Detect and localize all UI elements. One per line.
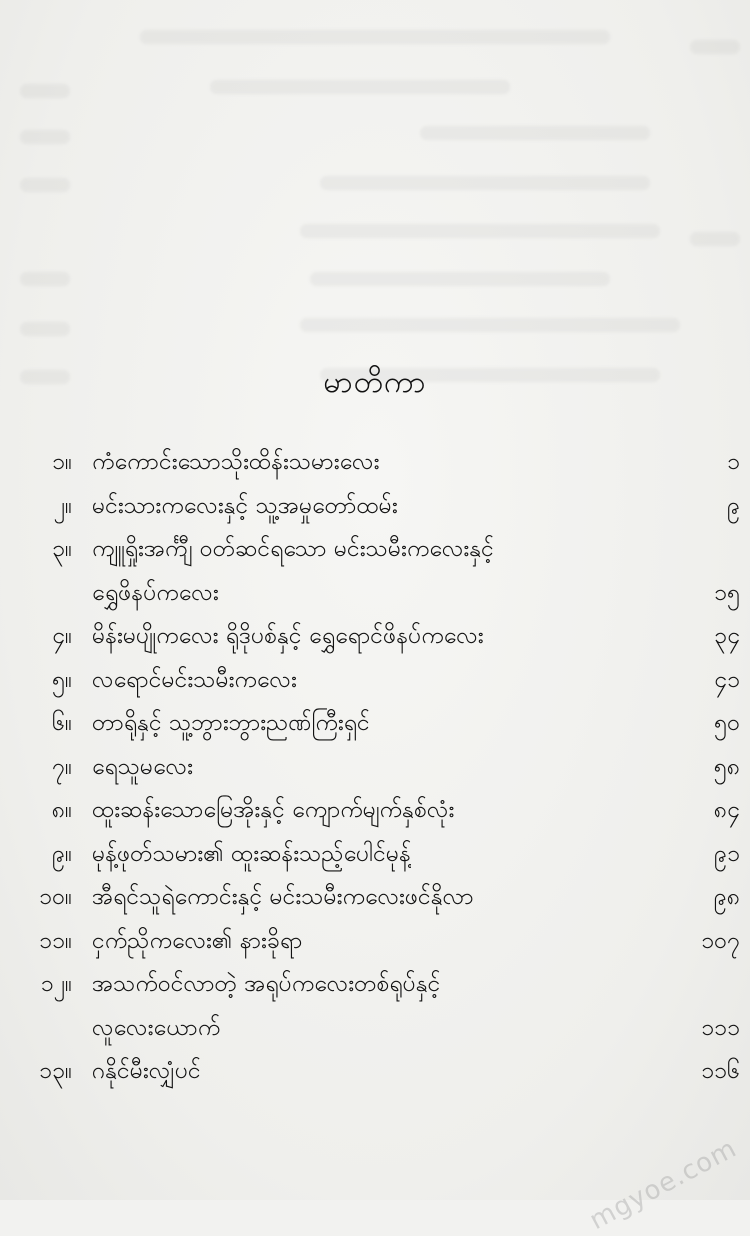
entry-title: မုန့်ဖုတ်သမား၏ ထူးဆန်းသည့်ပေါင်မုန့် xyxy=(92,840,411,867)
toc-entry xyxy=(0,878,750,922)
bleed-through-line xyxy=(300,318,680,332)
entry-title: အီရင်သူရဲကောင်းနှင့် မင်းသမီးကလေးဖင်နိုလာ xyxy=(92,884,474,910)
entry-title: ရွှေဖိနပ်ကလေး xyxy=(92,579,219,606)
entry-page-number: ၉ xyxy=(727,492,740,519)
toc-entry xyxy=(0,965,750,1009)
toc-entry xyxy=(0,661,750,705)
entry-page-number: ၉၈ xyxy=(713,884,740,910)
watermark: mgyoe.com xyxy=(584,1133,742,1236)
bleed-through-line xyxy=(310,272,610,286)
bleed-through-line xyxy=(20,178,70,192)
entry-title: ဂနိုင်မီးလျှံပင် xyxy=(92,1058,201,1084)
toc-entry xyxy=(0,487,750,531)
entry-title: လရောင်မင်းသမီးကလေး xyxy=(92,666,297,693)
bleed-through-line xyxy=(300,224,660,238)
entry-page-number: ၁၁၁ xyxy=(701,1014,740,1041)
bleed-through-line xyxy=(20,322,70,336)
entry-title: လူလေးယောက် xyxy=(92,1014,221,1041)
entry-title: ရေသူမလေး xyxy=(92,753,193,780)
page-title: မာတိကာ xyxy=(323,365,427,400)
toc-entry xyxy=(0,835,750,879)
entry-number: ၇။ xyxy=(52,753,72,780)
entry-title: တာရိုနှင့် သူ့ဘွားဘွားညဏ်ကြီးရှင် xyxy=(92,710,370,736)
entry-page-number: ၅၀ xyxy=(714,710,740,736)
toc-entry xyxy=(0,443,750,487)
entry-number: ၁၁။ xyxy=(39,927,72,954)
entry-number: ၂။ xyxy=(53,492,72,519)
toc-entry xyxy=(0,617,750,661)
entry-title: အသက်ဝင်လာတဲ့ အရုပ်ကလေးတစ်ရုပ်နှင့် xyxy=(92,971,441,997)
entry-title: မိန်းမပျိုကလေး ရိုဒိုပစ်နှင့် ရွှေရောင်ဖိနပ်ကလေး xyxy=(92,623,484,649)
entry-page-number: ၁၀၇ xyxy=(701,927,740,954)
bleed-through-line xyxy=(320,176,650,190)
entry-page-number: ၅၈ xyxy=(713,753,740,780)
entry-number: ၁၀။ xyxy=(39,884,72,910)
toc-entry xyxy=(0,748,750,792)
toc-entry xyxy=(0,530,750,574)
entry-title: ထူးဆန်းသောမြေအိုးနှင့် ကျောက်မျက်နှစ်လုံး xyxy=(92,797,455,823)
bleed-through-line xyxy=(690,232,740,246)
entry-page-number: ၈၄ xyxy=(713,797,740,823)
entry-title: မင်းသားကလေးနှင့် သူ့အမှုတော်ထမ်း xyxy=(92,492,398,519)
entry-page-number: ၁၅ xyxy=(714,579,740,606)
table-of-contents xyxy=(0,443,750,1096)
toc-entry xyxy=(0,704,750,748)
entry-number: ၁၂။ xyxy=(40,971,72,997)
entry-page-number: ၁ xyxy=(727,449,740,475)
bleed-through-line xyxy=(20,272,70,286)
bleed-through-line xyxy=(20,130,70,144)
entry-number: ၉။ xyxy=(52,840,72,867)
entry-title: ငှက်ညိုကလေး၏ နားခိုရာ xyxy=(92,927,303,954)
entry-title: ကံကောင်းသောသိုးထိန်းသမားလေး xyxy=(92,449,380,475)
entry-number: ၆။ xyxy=(52,710,72,736)
entry-number: ၄။ xyxy=(52,623,72,649)
bleed-through-line xyxy=(20,84,70,98)
bleed-through-line xyxy=(140,30,610,44)
toc-entry-continuation xyxy=(0,574,750,618)
toc-entry xyxy=(0,1052,750,1096)
entry-number: ၃။ xyxy=(52,536,72,562)
entry-page-number: ၉၁ xyxy=(714,840,740,867)
bleed-through-line xyxy=(210,80,510,94)
bleed-through-line xyxy=(420,126,650,140)
entry-number: ၁၃။ xyxy=(39,1058,72,1084)
entry-page-number: ၄၁ xyxy=(714,666,740,693)
entry-page-number: ၃၄ xyxy=(714,623,740,649)
entry-number: ၁။ xyxy=(52,449,72,475)
toc-entry xyxy=(0,791,750,835)
toc-entry xyxy=(0,922,750,966)
bleed-through-line xyxy=(690,40,740,54)
entry-number: ၈။ xyxy=(51,797,72,823)
entry-page-number: ၁၁၆ xyxy=(701,1058,740,1084)
entry-title: ကျူရှိုးအင်္ကျီ ဝတ်ဆင်ရသော မင်းသမီးကလေးနှင့် xyxy=(92,536,494,562)
toc-entry-continuation xyxy=(0,1009,750,1053)
entry-number: ၅။ xyxy=(52,666,72,693)
